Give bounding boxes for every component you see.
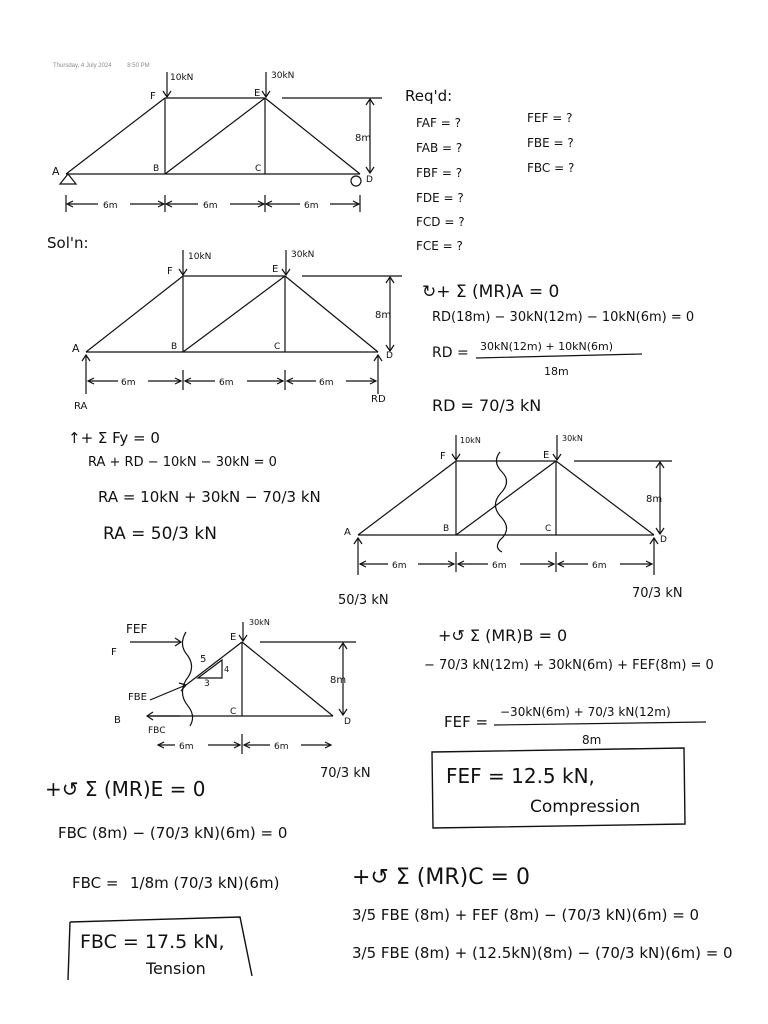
load-label: 30kN <box>291 250 315 260</box>
moment-about-c <box>352 865 733 962</box>
load-label: 10kN <box>188 252 212 262</box>
equation: ↻+ Σ (MR)A = 0 <box>422 282 560 302</box>
equation: 3/5 FBE (8m) + (12.5kN)(8m) − (70/3 kN)(6m) = 0 <box>352 944 733 962</box>
dimension-label: 8m <box>375 310 392 321</box>
joint-label: C <box>230 707 237 717</box>
sum-fy <box>68 429 321 544</box>
joint-label: C <box>274 342 281 352</box>
equation: −30kN(6m) + 70/3 kN(12m) <box>500 705 671 719</box>
equation: RD = <box>432 345 469 361</box>
required-item: FBC = ? <box>527 161 575 175</box>
reaction-value: 50/3 kN <box>338 593 389 608</box>
required-item: FCD = ? <box>416 215 465 229</box>
dimension-label: 8m <box>646 494 663 505</box>
joint-label: C <box>545 524 552 534</box>
moment-about-b <box>424 626 714 828</box>
dimension-label: 6m <box>274 742 289 752</box>
equation: 3/5 FBE (8m) + FEF (8m) − (70/3 kN)(6m) = 0 <box>352 906 700 924</box>
joint-label: A <box>52 165 60 178</box>
dimension-label: 6m <box>319 378 334 388</box>
joint-label: A <box>72 342 80 355</box>
roller-support-icon <box>351 176 361 186</box>
joint-label: B <box>153 164 160 174</box>
reaction-value: 70/3 kN <box>632 586 683 601</box>
force-label: FEF <box>126 622 148 636</box>
joint-label: C <box>255 164 262 174</box>
time-text: 8:50 PM <box>127 63 150 69</box>
required-item: FAF = ? <box>416 116 461 130</box>
joint-label: B <box>171 342 178 352</box>
dimension-label: 6m <box>219 378 234 388</box>
required-item: FDE = ? <box>416 191 464 205</box>
joint-label: E <box>254 88 261 99</box>
triangle-label: 5 <box>200 654 207 665</box>
equation: 30kN(12m) + 10kN(6m) <box>480 340 613 353</box>
date-text: Thursday, 4 July 2024 <box>53 63 112 69</box>
answer-text: Compression <box>530 797 641 817</box>
joint-label: D <box>660 535 667 545</box>
joint-label: F <box>111 647 117 658</box>
force-label: FBE <box>128 692 147 703</box>
equation: − 70/3 kN(12m) + 30kN(6m) + FEF(8m) = 0 <box>424 658 714 673</box>
pin-support-icon <box>60 174 76 184</box>
equation: 1/8m (70/3 kN)(6m) <box>130 874 280 892</box>
load-label: 10kN <box>460 436 481 445</box>
equation: 8m <box>582 733 602 747</box>
equation: FBC (8m) − (70/3 kN)(6m) = 0 <box>58 824 288 842</box>
joint-label: D <box>366 175 373 185</box>
dimension-label: 6m <box>121 378 136 388</box>
required-item: FAB = ? <box>416 141 463 155</box>
truss-diagram-2 <box>72 250 402 412</box>
equation: FEF = <box>444 713 489 731</box>
joint-label: E <box>543 450 550 461</box>
equation: +↺ Σ (MR)B = 0 <box>438 626 568 645</box>
answer-text: FBC = 17.5 kN, <box>80 931 225 953</box>
truss-diagram-3 <box>338 434 683 608</box>
joint-label: E <box>272 264 279 275</box>
dimension-label: 6m <box>392 561 407 571</box>
equation: RD(18m) − 30kN(12m) − 10kN(6m) = 0 <box>432 310 695 325</box>
equation: ↑+ Σ Fy = 0 <box>68 429 160 447</box>
truss-diagram-1 <box>52 71 382 212</box>
equation: RD = 70/3 kN <box>432 396 542 415</box>
answer-text: Tension <box>146 959 206 978</box>
required-item: FBF = ? <box>416 166 463 180</box>
load-label: 30kN <box>562 434 583 443</box>
joint-label: E <box>230 632 237 643</box>
joint-label: B <box>443 524 450 534</box>
equation: FBC = <box>72 874 119 892</box>
dimension-label: 6m <box>492 561 507 571</box>
joint-label: D <box>386 351 393 361</box>
force-label: FBC <box>148 726 166 736</box>
required-item: FBE = ? <box>527 136 574 150</box>
answer-text: FEF = 12.5 kN, <box>446 764 595 788</box>
dimension-label: 6m <box>304 201 319 211</box>
triangle-label: 3 <box>204 679 210 689</box>
joint-label: D <box>344 717 351 727</box>
dimension-label: 6m <box>103 201 118 211</box>
load-label: 30kN <box>249 618 270 627</box>
equation: 18m <box>544 365 569 378</box>
section-cut-line <box>182 632 192 726</box>
required-item: FCE = ? <box>416 239 463 253</box>
reaction-label: RD <box>371 394 386 405</box>
reaction-value: 70/3 kN <box>320 766 371 781</box>
equation: +↺ Σ (MR)C = 0 <box>352 865 530 890</box>
dimension-label: 6m <box>592 561 607 571</box>
reaction-label: RA <box>74 401 88 412</box>
required-title: Req'd: <box>405 87 453 105</box>
dimension-label: 6m <box>179 742 194 752</box>
joint-label: B <box>114 715 121 726</box>
equation: RA = 10kN + 30kN − 70/3 kN <box>98 488 321 506</box>
section-diagram <box>111 618 371 781</box>
required-list <box>405 87 574 253</box>
load-label: 10kN <box>170 73 194 83</box>
load-label: 30kN <box>271 71 295 81</box>
equation: +↺ Σ (MR)E = 0 <box>45 777 206 801</box>
joint-label: F <box>167 266 173 277</box>
equation: RA = 50/3 kN <box>103 524 217 544</box>
joint-label: F <box>150 91 156 102</box>
dimension-label: 6m <box>203 201 218 211</box>
required-item: FEF = ? <box>527 111 573 125</box>
moment-about-e <box>45 777 287 980</box>
dimension-label: 8m <box>355 133 372 144</box>
dimension-label: 8m <box>330 675 347 686</box>
equation: RA + RD − 10kN − 30kN = 0 <box>88 455 277 470</box>
joint-label: A <box>344 527 351 538</box>
joint-label: F <box>440 451 446 462</box>
triangle-label: 4 <box>224 665 230 674</box>
moment-about-a <box>422 282 694 415</box>
solution-label: Sol'n: <box>47 234 89 252</box>
